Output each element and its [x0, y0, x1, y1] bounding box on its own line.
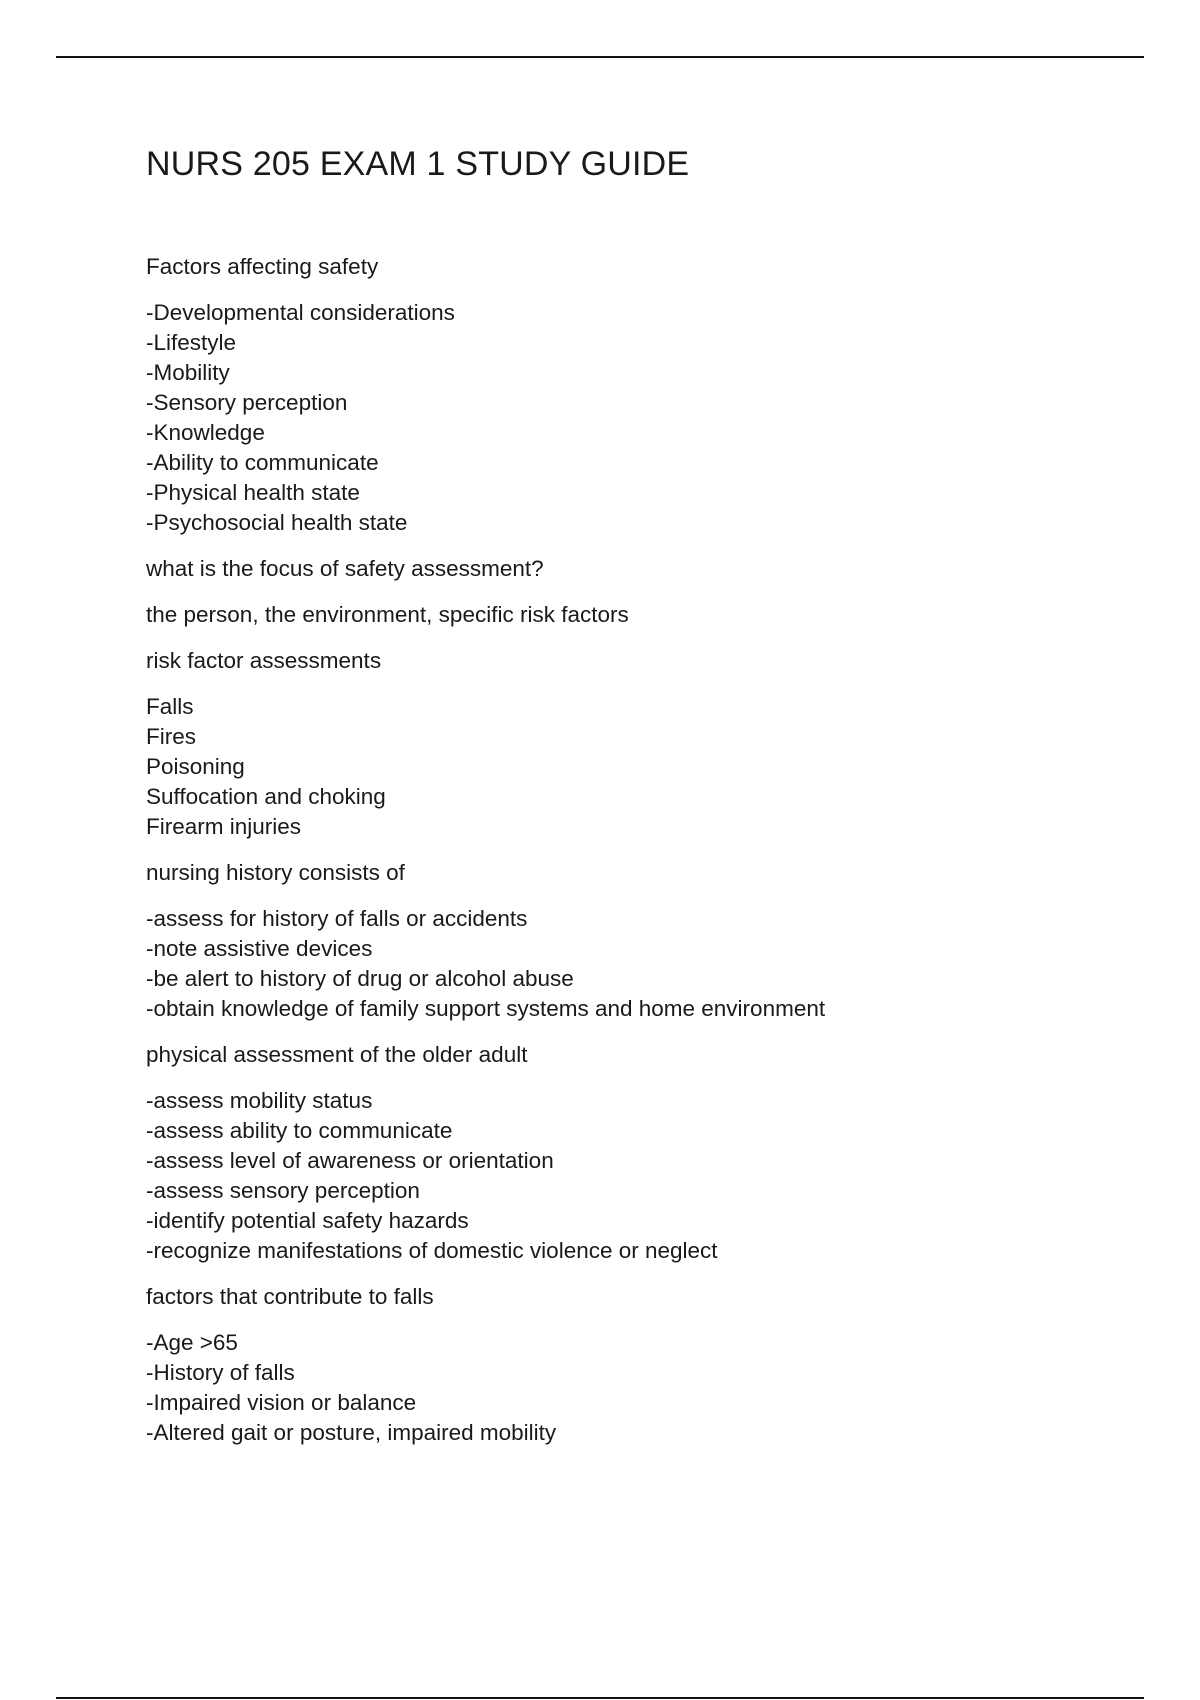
answer-line: -note assistive devices [146, 936, 373, 961]
answer-line: -be alert to history of drug or alcohol abuse [146, 966, 574, 991]
answer-line: -assess for history of falls or accidents [146, 906, 528, 931]
answer-line: -Psychosocial health state [146, 510, 408, 535]
answer-line: -assess ability to communicate [146, 1118, 453, 1143]
card-2-answer [146, 600, 1146, 630]
answer-line: -Lifestyle [146, 330, 237, 355]
card-4-question: nursing history consists of [146, 860, 405, 885]
answer-line: -assess mobility status [146, 1088, 373, 1113]
answer-line: Suffocation and choking [146, 784, 386, 809]
answer-line: -Sensory perception [146, 390, 348, 415]
card-3-question: risk factor assessments [146, 648, 382, 673]
bottom-divider [56, 1697, 1144, 1699]
answer-line: Firearm injuries [146, 814, 302, 839]
answer-line: -Altered gait or posture, impaired mobility [146, 1420, 557, 1445]
card-2-question: what is the focus of safety assessment? [146, 556, 544, 581]
study-guide-content [146, 252, 1146, 1464]
answer-line: -identify potential safety hazards [146, 1208, 469, 1233]
answer-line: -assess level of awareness or orientation [146, 1148, 554, 1173]
answer-line: -Age >65 [146, 1330, 238, 1355]
card-5-question: physical assessment of the older adult [146, 1042, 528, 1067]
answer-line: Fires [146, 724, 196, 749]
answer-line: Poisoning [146, 754, 245, 779]
card-1-answer [146, 298, 1146, 538]
answer-line: -Impaired vision or balance [146, 1390, 417, 1415]
answer-line: -recognize manifestations of domestic violence or neglect [146, 1238, 718, 1263]
answer-line: the person, the environment, specific risk factors [146, 602, 629, 627]
answer-line: -Knowledge [146, 420, 265, 445]
answer-line: -obtain knowledge of family support systems and home environment [146, 996, 826, 1021]
card-6-question: factors that contribute to falls [146, 1284, 434, 1309]
answer-line: -Ability to communicate [146, 450, 379, 475]
card-1-question: Factors affecting safety [146, 254, 379, 279]
answer-line: Falls [146, 694, 194, 719]
answer-line: -assess sensory perception [146, 1178, 420, 1203]
answer-line: -History of falls [146, 1360, 295, 1385]
answer-line: -Physical health state [146, 480, 360, 505]
card-5-answer [146, 1086, 1146, 1266]
page-title: NURS 205 EXAM 1 STUDY GUIDE [146, 145, 690, 183]
answer-line: -Developmental considerations [146, 300, 455, 325]
top-divider [56, 56, 1144, 58]
card-6-answer [146, 1328, 1146, 1448]
card-4-answer [146, 904, 1146, 1024]
card-3-answer [146, 692, 1146, 842]
answer-line: -Mobility [146, 360, 230, 385]
